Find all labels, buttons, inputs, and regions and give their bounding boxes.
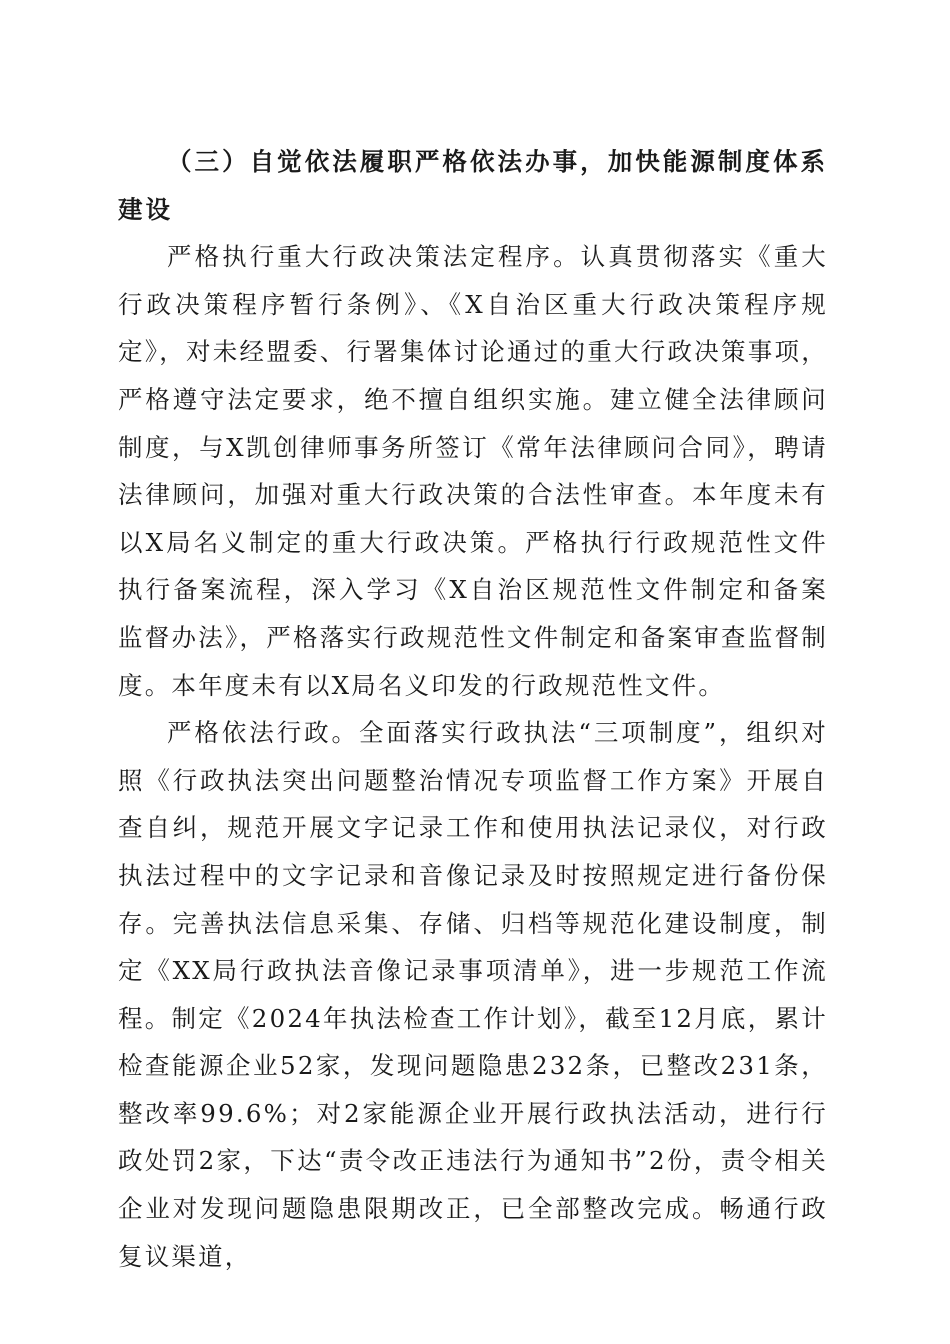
paragraph-decision-procedure: 严格执行重大行政决策法定程序。认真贯彻落实《重大行政决策程序暂行条例》、《X自治区重大行政决策程序规定》，对未经盟委、行署集体讨论通过的重大行政决策事项，严格遵守法定要求，绝不擅自组织实施。建立健全法律顾问制度，与X凯创律师事务所签订《常年法律顾问合同》，聘请法律顾问，加强对重大行政决策的合法性审查。本年度未有以X局名义制定的重大行政决策。严格执行行政规范性文件执行备案流程，深入学习《X自治区规范性文件制定和备案监督办法》，严格落实行政规范性文件制定和备案审查监督制度。本年度未有以X局名义印发的行政规范性文件。 — [118, 242, 828, 700]
document-body — [118, 138, 828, 1280]
paragraph-law-enforcement: 严格依法行政。全面落实行政执法“三项制度”，组织对照《行政执法突出问题整治情况专项监督工作方案》开展自查自纠，规范开展文字记录工作和使用执法记录仪，对行政执法过程中的文字记录和音像记录及时按照规定进行备份保存。完善执法信息采集、存储、归档等规范化建设制度，制定《XX局行政执法音像记录事项清单》，进一步规范工作流程。制定《2024年执法检查工作计划》，截至12月底，累计检查能源企业52家，发现问题隐患232条，已整改231条，整改率99.6%；对2家能源企业开展行政执法活动，进行行政处罚2家，下达“责令改正违法行为通知书”2份，责令相关企业对发现问题隐患限期改正，已全部整改完成。畅通行政复议渠道， — [118, 718, 828, 1271]
section-heading: （三）自觉依法履职严格依法办事，加快能源制度体系建设 — [118, 147, 828, 224]
